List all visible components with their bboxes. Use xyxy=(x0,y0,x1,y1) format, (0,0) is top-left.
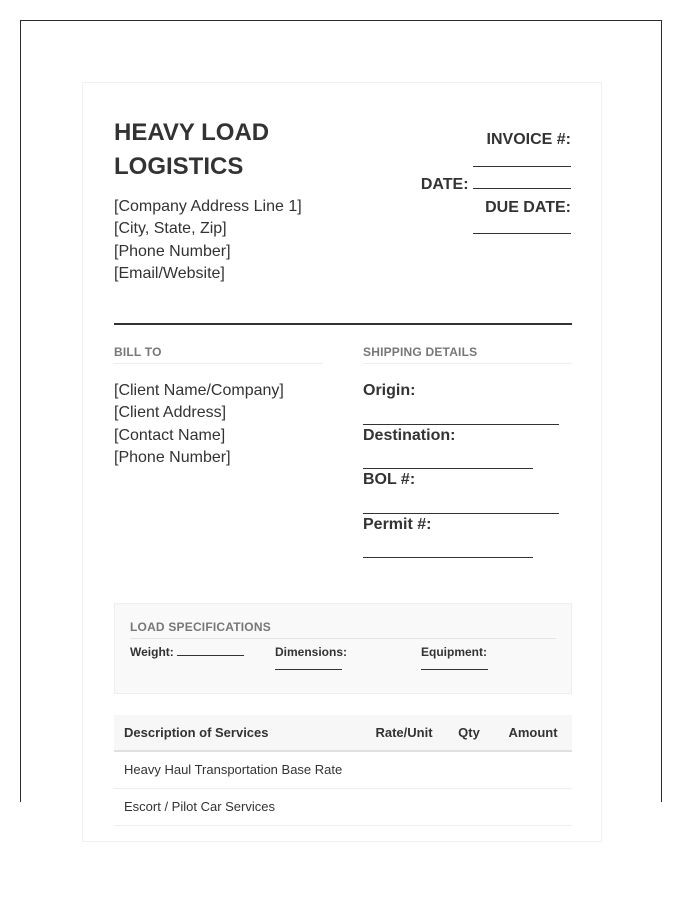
company-email-website: [Email/Website] xyxy=(114,264,225,282)
invoice-meta xyxy=(311,129,571,242)
equipment-spec xyxy=(421,645,488,673)
company-address-line-1: [Company Address Line 1] xyxy=(114,198,302,215)
due-date-blank xyxy=(473,233,571,234)
invoice-date-label: DATE: xyxy=(420,176,469,193)
bill-to-section xyxy=(114,345,323,469)
company-phone: [Phone Number] xyxy=(114,242,231,260)
shipping-details-title: SHIPPING DETAILS xyxy=(363,345,572,364)
company-contact-info xyxy=(114,196,302,285)
contact-name: [Contact Name] xyxy=(114,426,226,444)
client-phone: [Phone Number] xyxy=(114,448,231,466)
equipment-label: Equipment: xyxy=(421,645,487,659)
invoice-number-row xyxy=(311,129,571,152)
table-row xyxy=(114,751,572,788)
shipping-details-section xyxy=(363,345,572,558)
due-date-label: DUE DATE: xyxy=(485,198,571,216)
company-name: HEAVY LOAD LOGISTICS xyxy=(114,119,270,180)
table-row xyxy=(114,788,572,825)
service-rate xyxy=(364,751,444,788)
amount-column-header: Amount xyxy=(494,715,572,751)
service-qty xyxy=(444,751,494,788)
dimensions-spec xyxy=(275,645,347,673)
bol-label: BOL #: xyxy=(363,471,416,488)
due-date-row xyxy=(311,197,571,220)
service-rate xyxy=(364,788,444,825)
document-viewport xyxy=(20,20,662,814)
service-amount xyxy=(494,788,572,825)
equipment-blank xyxy=(421,669,488,670)
invoice-number-blank xyxy=(473,166,571,167)
invoice-number-label: INVOICE #: xyxy=(486,131,571,148)
client-name: [Client Name/Company] xyxy=(114,382,284,399)
services-header-row xyxy=(114,715,572,751)
load-specifications-box xyxy=(114,603,572,694)
invoice-date-blank xyxy=(473,188,571,189)
service-description: Escort / Pilot Car Services xyxy=(114,788,364,825)
weight-blank xyxy=(177,655,244,656)
permit-blank xyxy=(363,536,533,559)
invoice-page xyxy=(82,82,602,842)
services-table xyxy=(114,715,572,826)
origin-blank xyxy=(363,402,559,425)
rate-column-header: Rate/Unit xyxy=(364,715,444,751)
bill-to-title: BILL TO xyxy=(114,345,323,364)
permit-label: Permit #: xyxy=(363,515,432,533)
service-amount xyxy=(494,751,572,788)
weight-label: Weight: xyxy=(130,645,174,659)
header-divider xyxy=(114,323,572,325)
invoice-date-row xyxy=(311,174,571,197)
qty-column-header: Qty xyxy=(444,715,494,751)
description-column-header: Description of Services xyxy=(114,715,364,751)
destination-label: Destination: xyxy=(363,426,456,444)
destination-blank xyxy=(363,447,533,470)
service-description: Heavy Haul Transportation Base Rate xyxy=(114,751,364,788)
origin-label: Origin: xyxy=(363,382,416,399)
company-city-state-zip: [City, State, Zip] xyxy=(114,220,227,238)
dimensions-blank xyxy=(275,669,342,670)
service-qty xyxy=(444,788,494,825)
weight-spec xyxy=(130,645,244,659)
dimensions-label: Dimensions: xyxy=(275,645,348,659)
load-specifications-title: LOAD SPECIFICATIONS xyxy=(130,620,556,639)
client-address: [Client Address] xyxy=(114,404,227,422)
bol-blank xyxy=(363,491,559,514)
